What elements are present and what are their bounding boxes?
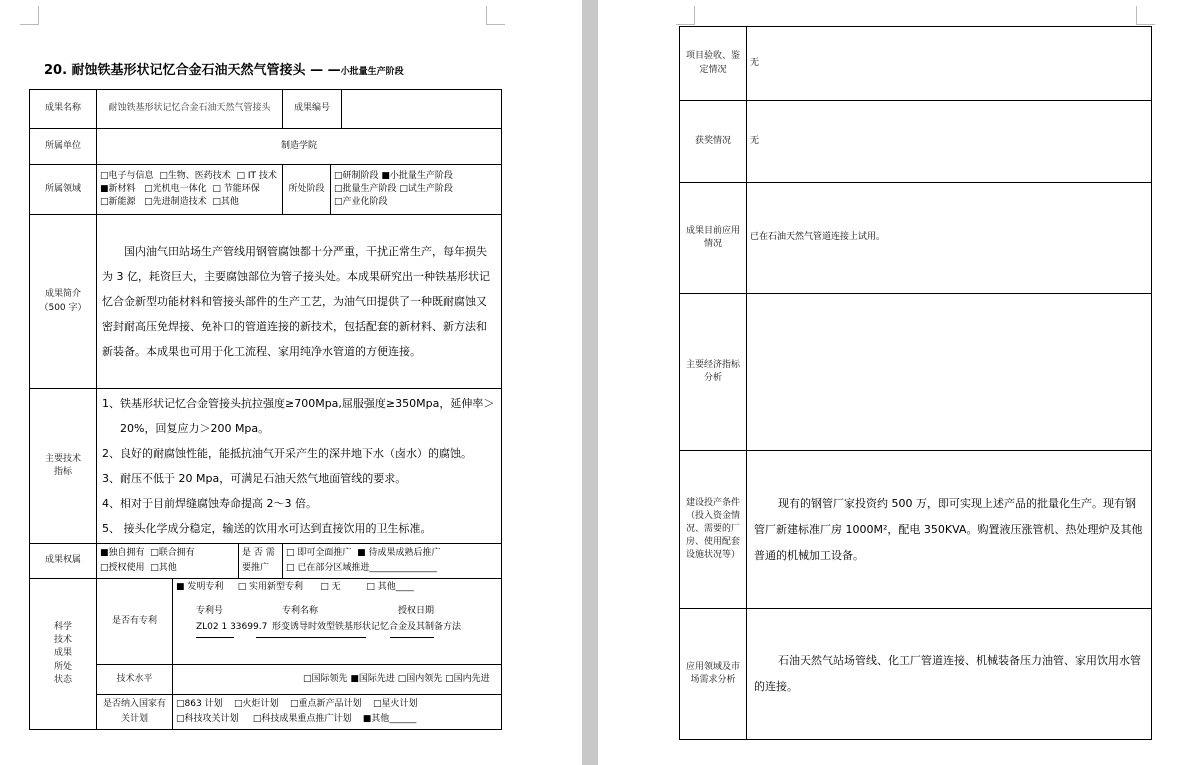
tech-cell <box>97 389 502 544</box>
investment-label <box>680 451 747 609</box>
plan-option[interactable]: □科技攻关计划 <box>176 714 239 724</box>
title-text: 20. 耐蚀铁基形状记忆合金石油天然气管接头 — — <box>44 63 341 78</box>
row-economic <box>680 294 1152 451</box>
promote-options <box>283 544 502 579</box>
number-label: 成果编号 <box>283 90 342 129</box>
field-label: 所属领域 <box>30 165 97 215</box>
rights-option[interactable]: □联合拥有 <box>150 548 195 558</box>
intro-text: 国内油气田站场生产管线用钢管腐蚀都十分严重，干扰正常生产，每年损失为 3 亿，耗资巨大，主要腐蚀部位为管子接头处。本成果研究出一种铁基形状记忆合金新型功能材料和管接头部件的生产工艺，为油气田提供了一种既耐腐蚀又密封耐高压免焊接、免补口的管道连接的新技术，包括配套的新材料、新方法和新装备。本成果也可用于化工流程、家用纯净水管道的方便连接。 <box>102 245 490 358</box>
patent-name-label: 专利名称 <box>282 606 319 616</box>
promote-label: 是 否 需 要推广 <box>239 544 283 579</box>
level-label: 技术水平 <box>97 665 173 695</box>
market-value: 石油天然气站场管线、化工厂管道连接、机械装备压力油管、家用饮用水管的连接。 <box>754 654 1141 693</box>
field-option[interactable]: □电子与信息 <box>100 170 154 181</box>
promote-option[interactable]: □ 已在部分区域推进 <box>286 563 370 573</box>
stage-option[interactable]: □研制阶段 <box>334 170 379 181</box>
level-options <box>173 665 502 695</box>
tech-label <box>30 389 97 544</box>
rights-option[interactable]: □其他 <box>150 563 177 573</box>
fill-line: _______________ <box>369 563 437 573</box>
intro-label-text: 成果简介 <box>44 289 81 300</box>
underline <box>256 637 366 638</box>
application-label: 成果目前应用情况 <box>680 183 747 294</box>
tech-item: 1、铁基形状记忆合金管接头抗拉强度≥700Mpa,屈服强度≥350Mpa，延伸率＞ <box>102 397 495 410</box>
row-name <box>30 90 502 129</box>
field-option[interactable]: □光机电一体化 <box>144 183 207 194</box>
fill-line: ____ <box>395 582 414 592</box>
promote-option[interactable]: □ 即可全面推广 <box>286 548 352 558</box>
tech-item: 3、耐压不低于 20 Mpa，可满足石油天然气地面管线的要求。 <box>102 472 407 485</box>
title-suffix: 小批量生产阶段 <box>340 67 404 77</box>
economic-label: 主要经济指标分析 <box>680 294 747 451</box>
field-option[interactable]: □先进制造技术 <box>144 197 207 208</box>
acceptance-label: 项目验收、鉴定情况 <box>680 27 747 101</box>
status-label-text: 科学技术成果所处状态 <box>54 622 73 685</box>
row-plan <box>30 695 502 730</box>
investment-value: 现有的钢管厂家投资约 500 万，即可实现上述产品的批量化生产。现有钢管厂新建标准厂房 1000M²，配电 350KVA。购置液压涨管机、热处理炉及其他普通的机械加工设备。 <box>754 496 1143 562</box>
tech-label-line: 主要技术 <box>44 453 81 464</box>
tech-item: 4、相对于目前焊缝腐蚀寿命提高 2～3 倍。 <box>102 497 317 510</box>
plan-option[interactable]: □火炬计划 <box>234 699 279 709</box>
patent-option[interactable]: □ 无 <box>320 582 341 592</box>
row-acceptance <box>680 27 1152 101</box>
field-option[interactable]: □其他 <box>212 197 239 208</box>
plan-option[interactable]: □星火计划 <box>372 699 418 709</box>
patent-option[interactable]: ■ 发明专利 <box>176 582 224 592</box>
patent-label: 是否有专利 <box>97 579 173 665</box>
stage-option[interactable]: □试生产阶段 <box>399 183 453 194</box>
field-options <box>97 165 283 215</box>
rights-option[interactable]: ■独自拥有 <box>100 548 145 558</box>
patent-underlines <box>176 637 498 647</box>
market-label: 应用领域及市场需求分析 <box>680 609 747 740</box>
crop-mark <box>1136 6 1155 25</box>
crop-mark <box>486 6 505 25</box>
patent-date-label: 授权日期 <box>398 606 435 616</box>
unit-label: 所属单位 <box>30 129 97 165</box>
patent-no: ZL02 1 33699.7 <box>196 622 268 632</box>
plan-option[interactable]: □863 计划 <box>176 699 223 709</box>
level-option[interactable]: ■国际先进 <box>350 673 395 684</box>
patent-option[interactable]: □ 其他 <box>366 582 396 592</box>
tech-item: 2、良好的耐腐蚀性能，能抵抗油气开采产生的深井地下水（卤水）的腐蚀。 <box>102 447 472 460</box>
document-page-left <box>0 0 582 765</box>
row-field <box>30 165 502 215</box>
patent-option[interactable]: □ 实用新型专利 <box>237 582 304 592</box>
rights-option[interactable]: □授权使用 <box>100 563 145 573</box>
tech-item: 20%，回复应力＞200 Mpa。 <box>120 422 270 435</box>
level-option[interactable]: □国内先进 <box>445 673 490 684</box>
patent-name: 形变诱导时效型铁基形状记忆合金及其制备方法 <box>272 622 462 632</box>
economic-value <box>747 294 1152 451</box>
row-level <box>30 665 502 695</box>
name-label: 成果名称 <box>30 90 97 129</box>
application-value: 已在石油天然气管道连接上试用。 <box>747 183 1152 294</box>
award-label: 获奖情况 <box>680 101 747 183</box>
achievement-form-table <box>29 89 502 730</box>
stage-option[interactable]: □产业化阶段 <box>334 197 388 208</box>
number-value <box>342 90 502 129</box>
patent-record <box>176 621 498 637</box>
market-cell <box>747 609 1152 740</box>
field-option[interactable]: □新能源 <box>100 197 136 208</box>
tech-item: 5、 接头化学成分稳定，输送的饮用水可达到直接饮用的卫生标准。 <box>102 522 432 535</box>
investment-cell <box>747 451 1152 609</box>
status-label <box>30 579 97 730</box>
plan-options <box>173 695 502 730</box>
row-investment <box>680 451 1152 609</box>
document-title <box>44 59 404 78</box>
investment-label-sub: （投入资金情况、需要的厂房、使用配套设施状况等） <box>685 510 740 561</box>
row-award <box>680 101 1152 183</box>
page-gutter <box>582 0 598 765</box>
level-option[interactable]: □国际领先 <box>303 673 348 684</box>
field-option[interactable]: □ IT 技术 <box>236 170 277 181</box>
stage-options <box>331 165 502 215</box>
row-patent <box>30 579 502 665</box>
intro-cell <box>97 215 502 389</box>
acceptance-value: 无 <box>747 27 1152 101</box>
field-option[interactable]: ■新材料 <box>100 183 136 194</box>
promote-option[interactable]: ■ 待成果成熟后推广 <box>357 548 441 558</box>
unit-value: 制造学院 <box>97 129 502 165</box>
achievement-form-table-continued <box>679 26 1152 740</box>
plan-option[interactable]: □科技成果重点推广计划 <box>252 714 352 724</box>
row-application <box>680 183 1152 294</box>
intro-label-sub: （500 字） <box>39 302 87 313</box>
rights-options <box>97 544 239 579</box>
stage-option[interactable]: □批量生产阶段 <box>334 183 397 194</box>
stage-option[interactable]: ■小批量生产阶段 <box>381 170 453 181</box>
intro-label <box>30 215 97 389</box>
field-option[interactable]: □ 节能环保 <box>212 183 260 194</box>
row-intro <box>30 215 502 389</box>
underline <box>196 637 234 638</box>
level-option[interactable]: □国内领先 <box>397 673 443 684</box>
crop-mark <box>20 6 39 25</box>
rights-label: 成果权属 <box>30 544 97 579</box>
investment-label-text: 建设投产条件 <box>685 497 740 508</box>
underline <box>390 637 434 638</box>
patent-headers <box>176 605 498 621</box>
patent-options <box>176 579 498 595</box>
tech-label-line: 指标 <box>53 467 72 477</box>
fill-line: ______ <box>389 714 417 724</box>
row-tech <box>30 389 502 544</box>
patent-cell <box>173 579 502 665</box>
row-market <box>680 609 1152 740</box>
row-unit <box>30 129 502 165</box>
plan-option[interactable]: □重点新产品计划 <box>289 699 362 709</box>
patent-no-label: 专利号 <box>196 606 224 616</box>
crop-mark <box>676 6 695 25</box>
row-rights <box>30 544 502 579</box>
award-value: 无 <box>747 101 1152 183</box>
plan-label: 是否纳入国家有关计划 <box>97 695 173 730</box>
field-option[interactable]: □生物、医药技术 <box>159 170 231 181</box>
stage-label: 所处阶段 <box>283 165 331 215</box>
plan-option[interactable]: ■其他 <box>362 714 390 724</box>
name-value: 耐蚀铁基形状记忆合金石油天然气管接头 <box>97 90 283 129</box>
